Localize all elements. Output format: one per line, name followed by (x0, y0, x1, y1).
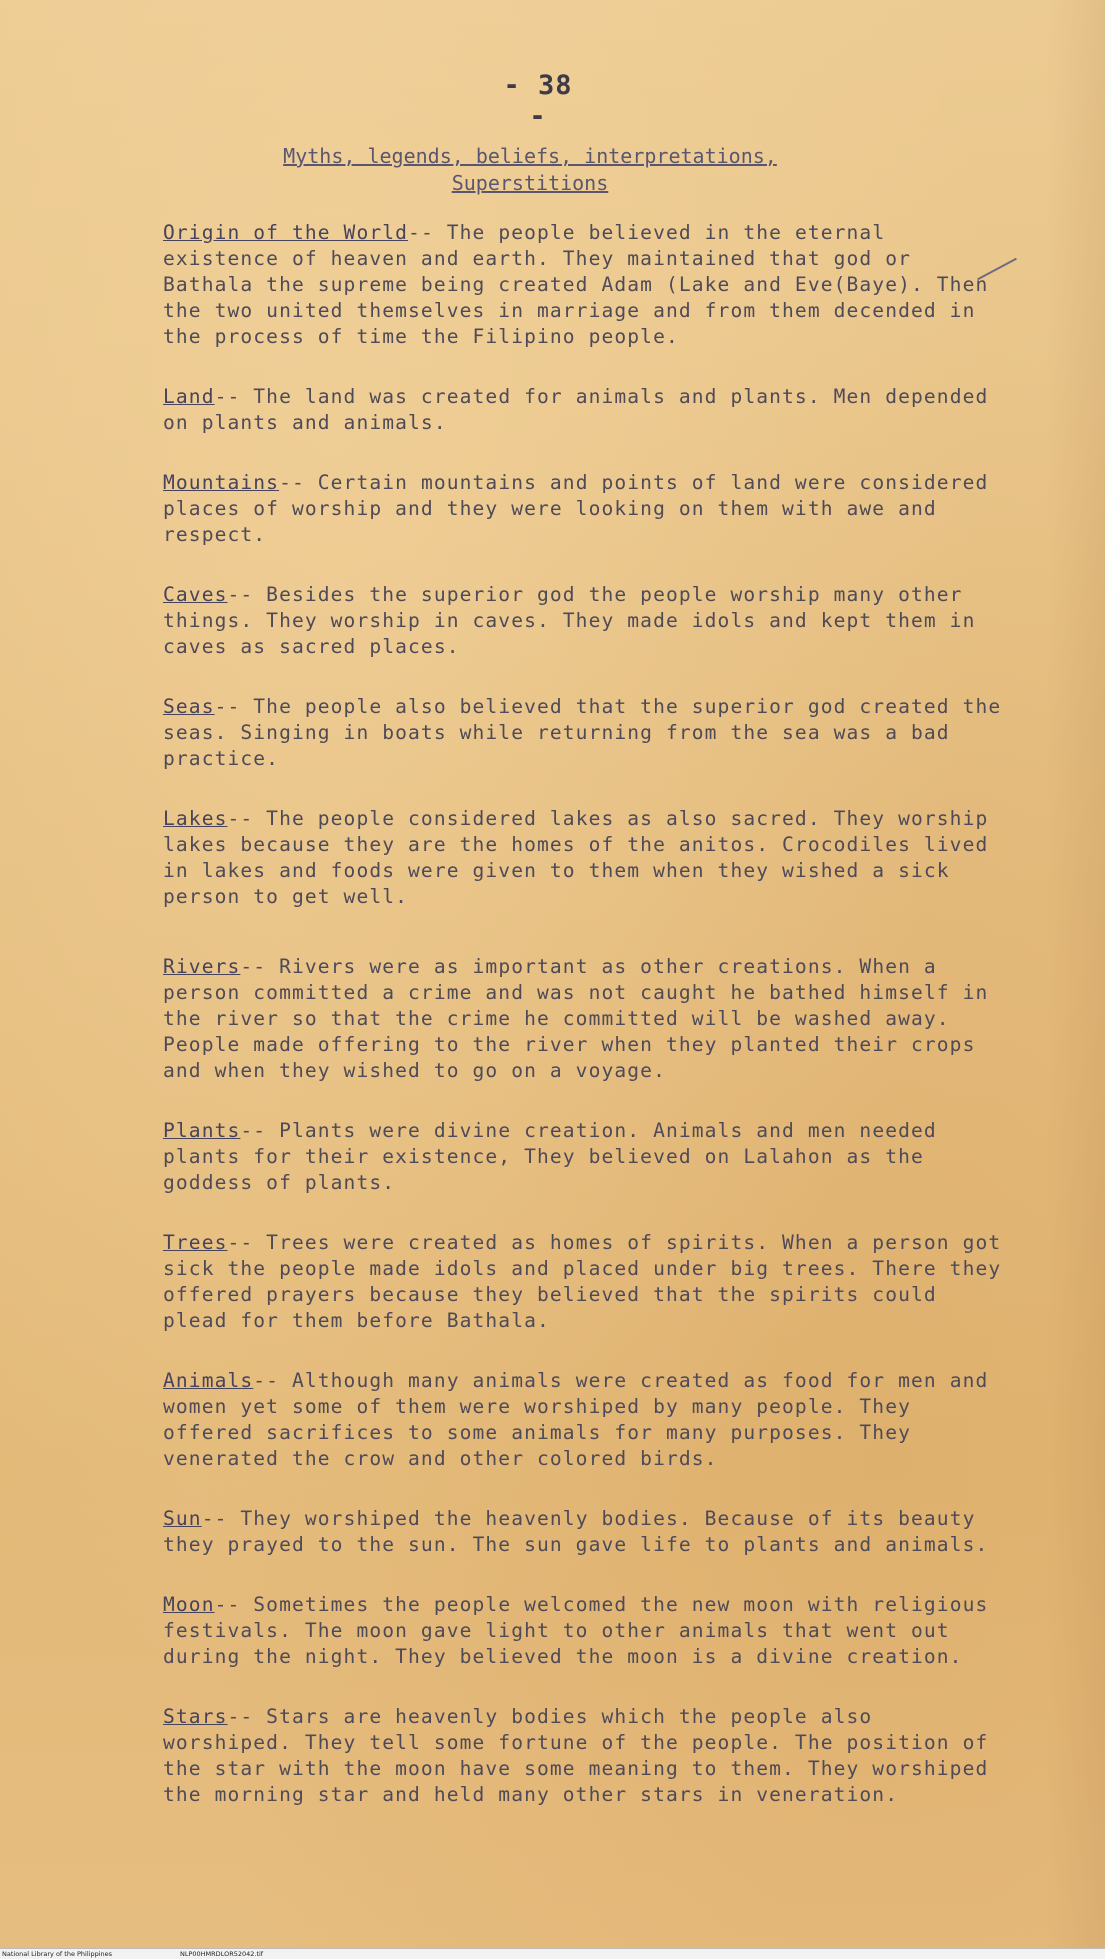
section-text: -- Although many animals were created as food for men and women yet some of them were worshiped by many people. They offered sacrifices to some animals for many purposes. They venerated the crow and other colored birds. (163, 1369, 1002, 1470)
section-text: -- Besides the superior god the people worship many other things. They worship in caves. They made idols and kept them in caves as sacred places. (163, 583, 989, 658)
section-text: -- The people believed in the eternal existence of heaven and earth. They maintained that god or Bathala the supreme being created Adam (Lake and Eve(Baye). Then the two united themselves in marriage and from them decended in the process of time the Filipino people. (163, 221, 1002, 348)
section-heading: Plants (163, 1119, 241, 1142)
section-plants (163, 1118, 1003, 1196)
section-heading: Lakes (163, 807, 228, 830)
section-text: -- The people considered lakes as also sacred. They worship lakes because they are the homes of the anitos. Crocodiles lived in lakes and foods were given to them when they wished a sick person to get well. (163, 807, 1002, 908)
section-heading: Stars (163, 1705, 228, 1728)
section-heading: Animals (163, 1369, 254, 1392)
section-caves (163, 582, 1003, 660)
sections-list (163, 220, 1015, 1842)
section-land (163, 384, 1003, 436)
section-stars (163, 1704, 1003, 1808)
section-text: -- Plants were divine creation. Animals and men needed plants for their existence, They believed on Lalahon as the goddess of plants. (163, 1119, 950, 1194)
section-heading: Caves (163, 583, 228, 606)
paper-edge-shade (1045, 0, 1105, 1948)
section-seas (163, 694, 1015, 772)
section-text: -- Stars are heavenly bodies which the people also worshiped. They tell some fortune of the people. The position of the star with the moon have some meaning to them. They worshiped the morning star and held many other stars in veneration. (163, 1705, 1002, 1806)
page-number: - 38 - (503, 70, 573, 132)
section-heading: Moon (163, 1593, 215, 1616)
section-heading: Origin of the World (163, 221, 409, 244)
section-lakes (163, 806, 1003, 910)
section-heading: Seas (163, 695, 215, 718)
section-heading: Mountains (163, 471, 280, 494)
section-rivers (163, 954, 1003, 1084)
title-line-1: Myths, legends, beliefs, interpretations, (283, 144, 777, 168)
section-mountains (163, 470, 1003, 548)
section-heading: Sun (163, 1507, 202, 1530)
section-heading: Rivers (163, 955, 241, 978)
footer-file-id: NLP00HMRDLOR52042.tif (180, 1950, 264, 1958)
section-text: -- Certain mountains and points of land were considered places of worship and they were looking on them with awe and respect. (163, 471, 1002, 546)
section-moon (163, 1592, 1003, 1670)
section-heading: Trees (163, 1231, 228, 1254)
section-sun (163, 1506, 1003, 1558)
section-trees (163, 1230, 1015, 1334)
section-animals (163, 1368, 1003, 1472)
page-title (230, 143, 830, 197)
section-origin-of-the-world (163, 220, 1003, 350)
section-text: -- The people also believed that the superior god created the seas. Singing in boats while returning from the sea was a bad practice. (163, 695, 1015, 770)
section-text: -- Rivers were as important as other creations. When a person committed a crime and was not caught he bathed himself in the river so that the crime he committed will be washed away. People made offering to the river when they planted their crops and when they wished to go on a voyage. (163, 955, 1002, 1082)
footer-institution: National Library of the Philippines (2, 1950, 113, 1958)
title-line-2: Superstitions (451, 171, 609, 195)
scan-footer (0, 1948, 1105, 1959)
section-text: -- The land was created for animals and plants. Men depended on plants and animals. (163, 385, 1002, 434)
section-text: -- Sometimes the people welcomed the new moon with religious festivals. The moon gave light to other animals that went out during the night. They believed the moon is a divine creation. (163, 1593, 1002, 1668)
section-text: -- They worshiped the heavenly bodies. Because of its beauty they prayed to the sun. The sun gave life to plants and animals. (163, 1507, 989, 1556)
section-heading: Land (163, 385, 215, 408)
section-text: -- Trees were created as homes of spirits. When a person got sick the people made idols and placed under big trees. There they offered prayers because they believed that the spirits could plead for them before Bathala. (163, 1231, 1015, 1332)
